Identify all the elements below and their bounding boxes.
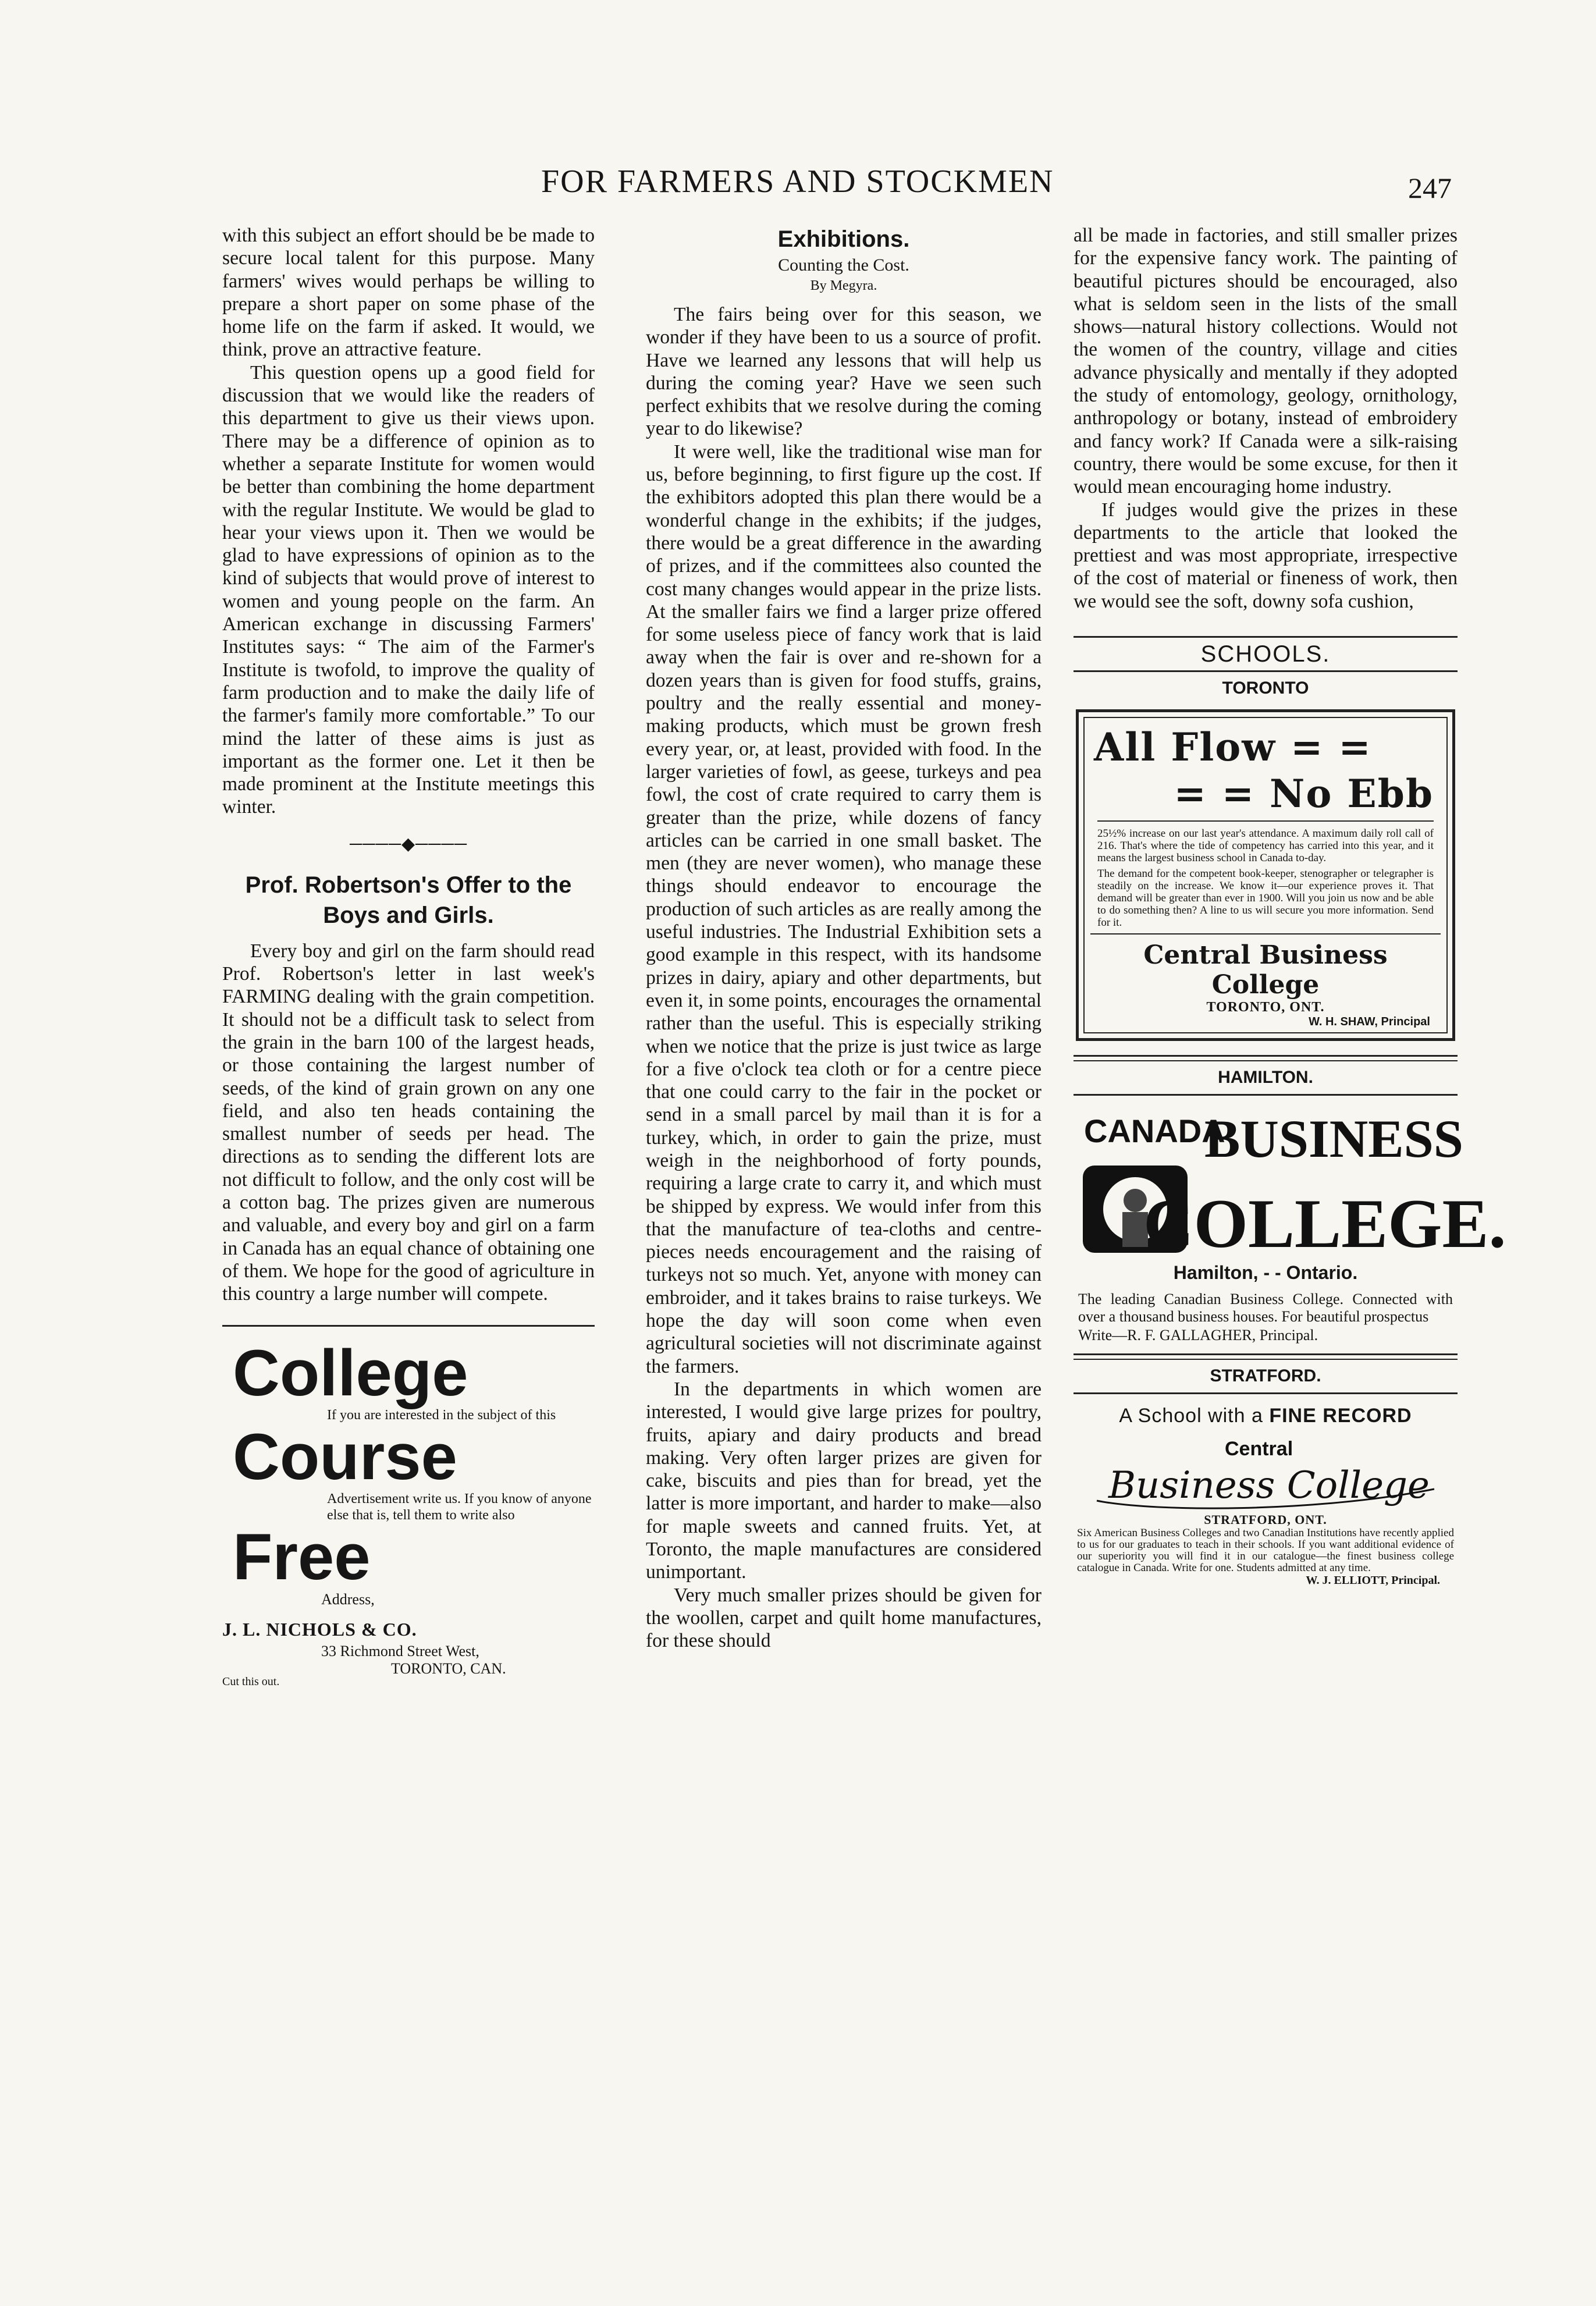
article-title: Prof. Robertson's Offer to the Boys and Girls. <box>245 872 572 928</box>
paragraph: It were well, like the traditional wise man for us, before beginning, to first figure up the cost. If the exhibitors adopted this plan there would be a wonderful change in the exhibits; if the judges, there would be a great difference in the awarding of prizes, and if the committees also counted the cost many changes would appear in the prize lists. At the smaller fairs we find a larger prize offered for some useless piece of fancy work that is laid away when the fair is over and re-shown for a dozen years than is given for food stuffs, grains, poultry and the really essential and money-making products, which must be grown fresh every year, or, at least, provided with food. In the larger varieties of fowl, as geese, turkeys and pea fowl, the cost of crate required to carry them is greater than the prize, while dozens of fancy articles can be carried in one small basket. The men (they are never women), who manage these things should endeavor to encourage the production of such articles as are really among the useful industries. The Industrial Exhibition sets a good example in this respect, with its handsome prizes in dairy, apiary and other departments, but even it, in some points, encourages the ornamental rather than the useful. This is especially striking when we notice that the prize is just twice as large for a five o'clock tea cloth or for a centre piece that one could carry to the fair in the pocket or send in a small parcel by mail than it is for a turkey, which, in order to gain the prize, must weigh in the neighborhood of forty pounds, requiring a large crate to carry it, and which must be shipped by express. We would infer from this that the manufacture of tea-cloths and centre-pieces needs encouragement and the raising of turkeys not so much. Yet, anyone with money can embroider, and it takes brains to raise turkeys. We hope the day will soon come when even agricultural societies will not discriminate against the farmers. <box>646 440 1042 1377</box>
college-city: TORONTO, ONT. <box>1206 1000 1325 1015</box>
article-title: Exhibitions. <box>777 226 910 252</box>
college-location: Hamilton, - - Ontario. <box>1173 1262 1358 1284</box>
column-middle <box>646 224 1042 1653</box>
logo-college-text: COLLEGE. <box>1143 1185 1506 1263</box>
city-heading-stratford: STRATFORD. <box>1210 1366 1321 1386</box>
paragraph: with this subject an effort should be be made to secure local talent for this purpose. Many farmers' wives would perhaps be willing to prepare a short paper on some phase of the home life on the farm if asked. It would, we think, prove an attractive feature. <box>222 225 595 361</box>
canada-business-college-logo <box>1079 1102 1506 1263</box>
paragraph: Very much smaller prizes should be given for the woollen, carpet and quilt home manufactures, for these should <box>646 1584 1042 1652</box>
city-heading-hamilton: HAMILTON. <box>1218 1068 1313 1088</box>
ad-city: TORONTO, CAN. <box>391 1660 506 1678</box>
divider <box>222 1325 595 1327</box>
ad-word-free: Free <box>233 1520 371 1594</box>
divider <box>1074 1392 1458 1394</box>
ad-word-college: College <box>233 1337 468 1410</box>
running-head: FOR FARMERS AND STOCKMEN <box>541 164 1054 200</box>
logo-central-text: Central <box>1225 1438 1293 1461</box>
ad-company: J. L. NICHOLS & CO. <box>222 1619 417 1640</box>
ad-street: 33 Richmond Street West, <box>321 1643 479 1660</box>
ad-text: Six American Business Colleges and two Canadian Institutions have recently applied to us for our graduates to teach in their schools. If you want additional evidence of our superiority you will find it in our catalogue—the finest business college catalogue in Canada. Write for one. Students admitted at any time. <box>1077 1527 1454 1575</box>
ad-text: If you are interested in the subject of this <box>327 1408 556 1423</box>
fine-record-emph: FINE RECORD <box>1269 1405 1412 1427</box>
college-city: STRATFORD, ONT. <box>1204 1512 1327 1527</box>
central-business-college-script-logo <box>1085 1431 1446 1512</box>
slogan-line: All Flow = = <box>1094 724 1372 770</box>
ad-cut-note: Cut this out. <box>222 1675 280 1689</box>
slogan-line: = = No Ebb <box>1174 771 1434 817</box>
page-number: 247 <box>1408 172 1452 204</box>
college-course-ad <box>222 1339 595 1689</box>
logo-script-text: Business College <box>1108 1464 1430 1508</box>
ad-word-course: Course <box>233 1420 457 1494</box>
paragraph: This question opens up a good field for discussion that we would like the readers of this department to give us their views upon. There may be a difference of opinion as to whether a separate Institute for women would be better than combining the home department with the regular Institute. We would be glad to hear your views upon it. Then we would be glad to have expressions of opinion as to the kind of subjects that would prove of interest to women and young people on the farm. An American exchange in discussing Farmers' Institutes says: “ The aim of the Farmer's Institute is twofold, to improve the quality of farm production and to make the daily life of the farmer's family more comfortable.” To our mind the latter of these aims is just as important as the former one. Let it then be made prominent at the Institute meetings this winter. <box>222 361 595 818</box>
column-left <box>222 224 595 1689</box>
article-subtitle: Counting the Cost. <box>778 255 909 275</box>
ad-contact: Write—R. F. GALLAGHER, Principal. <box>1078 1327 1318 1344</box>
column-right <box>1074 224 1506 1587</box>
logo-canada-text: CANADA <box>1084 1113 1225 1150</box>
fine-record-lead: A School with a <box>1119 1405 1270 1427</box>
paragraph: all be made in factories, and still smaller prizes for the expensive fancy work. The painting of beautiful pictures should be encouraged, also what is seldom seen in the lists of the small shows—natural history collections. Would not the women of the country, village and cities advance physically and mentally if they adopted the study of entomology, geology, ornithology, anthropology or botany, instead of embroidery and fancy work? If Canada were a silk-raising country, there would be some excuse, for then it would mean encouraging home industry. <box>1074 225 1458 498</box>
ad-text: Advertisement write us. If you know of anyone else that is, tell them to write also <box>327 1491 592 1523</box>
fine-record-heading <box>1074 1405 1458 1427</box>
ornament-divider: ────◆──── <box>349 834 468 854</box>
college-principal: W. J. ELLIOTT, Principal. <box>1306 1574 1440 1587</box>
divider <box>1074 1094 1458 1096</box>
divider <box>1074 1055 1458 1061</box>
divider <box>1074 1353 1458 1360</box>
ad-text: The demand for the competent book-keeper, stenographer or telegrapher is steadily on the increase. We know it—our experience proves it. That demand will be greater than ever in 1900. Will you join us now and be able to do something then? A line to us will secure you more information. Send for it. <box>1097 868 1434 929</box>
college-name: Central Business College <box>1090 933 1441 1000</box>
ad-address-label: Address, <box>321 1591 375 1608</box>
college-principal: W. H. SHAW, Principal <box>1309 1015 1430 1029</box>
article-byline: By Megyra. <box>810 278 877 293</box>
logo-business-text: BUSINESS <box>1204 1109 1463 1169</box>
city-heading-toronto: TORONTO <box>1222 678 1309 698</box>
schools-heading: SCHOOLS. <box>1200 641 1331 667</box>
ad-text: The leading Canadian Business College. Connected with over a thousand business houses. For beautiful prospectus <box>1078 1291 1453 1326</box>
ad-text: 25½% increase on our last year's attendance. A maximum daily roll call of 216. That's where the tide of competency has carried into this year, and it means the largest business school in Canada to-day. <box>1097 820 1434 864</box>
paragraph: The fairs being over for this season, we wonder if they have been to us a source of profit. Have we learned any lessons that will help us during the coming year? Have we seen such perfect exhibits that we resolve during the coming year to do likewise? <box>646 304 1042 440</box>
paragraph: Every boy and girl on the farm should read Prof. Robertson's letter in last week's FARMING dealing with the grain competition. It should not be a difficult task to select from the grain in the barn 100 of the largest heads, or those containing the largest number of seeds, of the kind of grain grown on any one field, and also ten heads containing the smallest number of seeds per head. The directions as to sending the different lots are not difficult to follow, and the only cost will be a cotton bag. The prizes given are numerous and valuable, and every boy and girl on a farm in Canada has an equal chance of obtaining one of them. We hope for the good of agriculture in this country a large number will compete. <box>222 940 595 1305</box>
paragraph: If judges would give the prizes in these departments to the article that looked the prettiest and was most appropriate, irrespective of the cost of material or fineness of work, then we would see the soft, downy sofa cushion, <box>1074 499 1458 612</box>
paragraph: In the departments in which women are interested, I would give large prizes for poultry, fruits, apiary and dairy products and bread making. Very often larger prizes are given for cake, biscuits and pies than for bread, yet the latter is more important, and harder to make—also for maple sweets and canned fruits. Yet, at Toronto, the maple manufactures are considered unimportant. <box>646 1378 1042 1583</box>
central-business-college-ad <box>1076 709 1455 1041</box>
page-header <box>0 163 1596 209</box>
